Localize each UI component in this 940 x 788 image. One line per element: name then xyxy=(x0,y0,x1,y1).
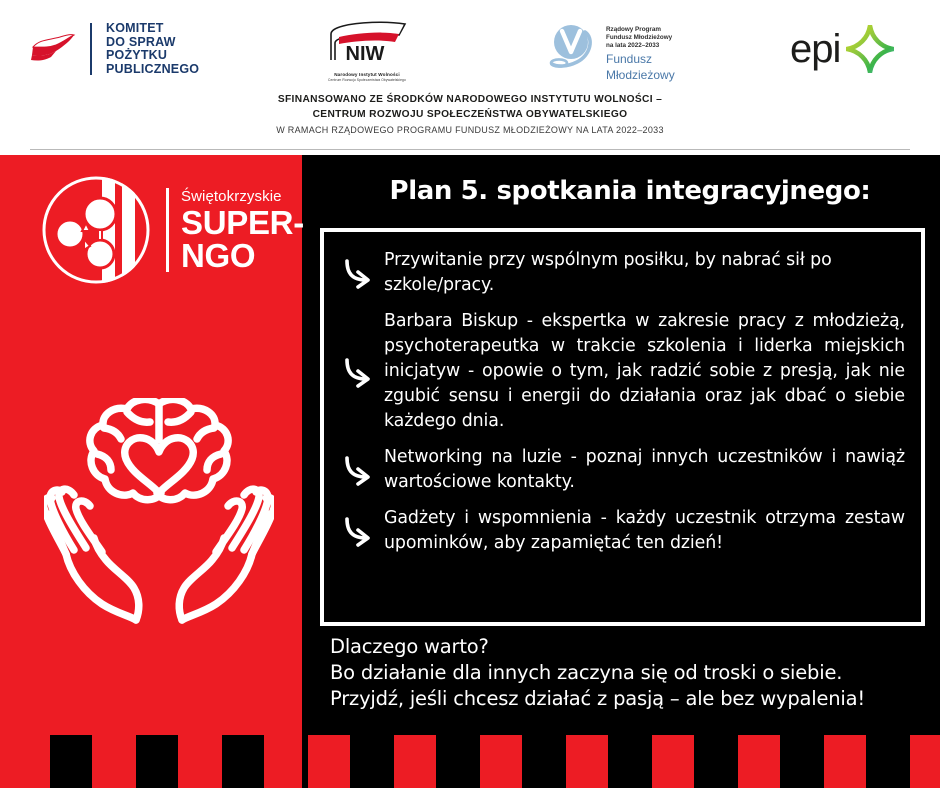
funding-line-2: CENTRUM ROZWOJU SPOŁECZEŃSTWA OBYWATELSKIEGO xyxy=(312,109,628,120)
fundusz-line-3: na lata 2022–2033 xyxy=(606,42,660,49)
super-ngo-region: Świętokrzyskie xyxy=(181,188,282,205)
curved-arrow-icon xyxy=(334,355,380,389)
epi-wordmark: epi xyxy=(790,27,841,71)
stripe-red xyxy=(566,735,608,788)
stripe-black xyxy=(136,735,178,788)
stripe-red xyxy=(738,735,780,788)
fundusz-v-mark-icon xyxy=(545,22,599,72)
polish-flag-icon xyxy=(30,31,76,67)
list-item-text: Gadżety i wspomnienia - każdy uczestnik otrzyma zestaw upominków, aby zapamiętać ten dzień! xyxy=(384,508,905,553)
list-item-text: Barbara Biskup - ekspertka w zakresie pracy z młodzieżą, psychoterapeutka w trakcie szkolenia i liderka miejskich inicjatyw - opowie o tym, jak radzić sobie z presją, jak nie zgubić sensu i energii do działania oraz jak dbać o siebie każdego dnia. xyxy=(384,311,905,431)
super-ngo-divider xyxy=(166,188,169,272)
funding-line-3: W RAMACH RZĄDOWEGO PROGRAMU FUNDUSZ MŁODZIEŻOWY NA LATA 2022–2033 xyxy=(276,125,664,135)
list-item xyxy=(334,309,905,434)
plan-bullet-box xyxy=(320,228,925,626)
super-ngo-wordmark xyxy=(181,188,304,272)
stripe-red xyxy=(394,735,436,788)
list-item xyxy=(334,506,905,556)
komitet-logo xyxy=(30,22,199,76)
komitet-divider xyxy=(90,23,92,75)
fundusz-big-1: Fundusz xyxy=(606,52,653,66)
super-ngo-line-2: NGO xyxy=(181,237,256,274)
komitet-wordmark xyxy=(106,22,199,76)
epi-star-icon xyxy=(846,25,894,73)
niw-mark-icon xyxy=(313,20,421,66)
niw-subtitle-2: Centrum Rozwoju Społeczeństwa Obywatelskiego xyxy=(328,78,406,82)
komitet-line-3: POŻYTKU xyxy=(106,48,168,63)
super-ngo-line-1: SUPER- xyxy=(181,204,304,241)
curved-arrow-icon xyxy=(334,453,380,487)
stripe-red xyxy=(652,735,694,788)
header-banner xyxy=(0,0,940,155)
stripe-red xyxy=(308,735,350,788)
why-line-1: Bo działanie dla innych zaczyna się od troski o siebie. xyxy=(330,661,843,684)
fundusz-wordmark xyxy=(606,22,675,82)
super-ngo-mark-icon xyxy=(40,174,152,286)
stripe-red xyxy=(910,735,940,788)
komitet-line-4: PUBLICZNEGO xyxy=(106,61,200,76)
fundusz-line-1: Rządowy Program xyxy=(606,26,661,33)
stripe-black xyxy=(222,735,264,788)
bottom-stripe-band xyxy=(0,725,940,788)
super-ngo-logo xyxy=(40,174,304,286)
why-line-2: Przyjdź, jeśli chcesz działać z pasją – ale bez wypalenia! xyxy=(330,687,866,710)
funding-line-1: SFINANSOWANO ZE ŚRODKÓW NARODOWEGO INSTYTUTU WOLNOŚCI – xyxy=(277,94,663,105)
fundusz-mlodziezowy-logo xyxy=(545,22,675,82)
komitet-line-2: DO SPRAW xyxy=(106,34,176,49)
niw-subtitle-1: Narodowy Instytut Wolności xyxy=(334,72,400,77)
fundusz-big-2: Młodzieżowy xyxy=(606,68,675,82)
curved-arrow-icon xyxy=(334,256,380,290)
niw-logo xyxy=(312,20,422,82)
hands-brain-heart-illustration xyxy=(44,398,274,633)
stripe-black xyxy=(50,735,92,788)
list-item xyxy=(334,248,905,298)
epi-logo xyxy=(790,25,894,73)
why-section xyxy=(330,634,940,712)
svg-text:NIW: NIW xyxy=(345,43,385,65)
stripe-red xyxy=(480,735,522,788)
list-item xyxy=(334,445,905,495)
fundusz-line-2: Fundusz Młodzieżowy xyxy=(606,34,673,41)
curved-arrow-icon xyxy=(334,514,380,548)
funding-statement xyxy=(0,92,940,138)
why-heading: Dlaczego warto? xyxy=(330,635,489,658)
header-divider xyxy=(30,149,910,150)
list-item-text: Networking na luzie - poznaj innych uczestników i nawiąż wartościowe kontakty. xyxy=(384,447,905,492)
stripe-red xyxy=(824,735,866,788)
list-item-text: Przywitanie przy wspólnym posiłku, by nabrać sił po szkole/pracy. xyxy=(384,250,832,295)
komitet-line-1: KOMITET xyxy=(106,21,164,35)
page-title: Plan 5. spotkania integracyjnego: xyxy=(389,176,871,206)
